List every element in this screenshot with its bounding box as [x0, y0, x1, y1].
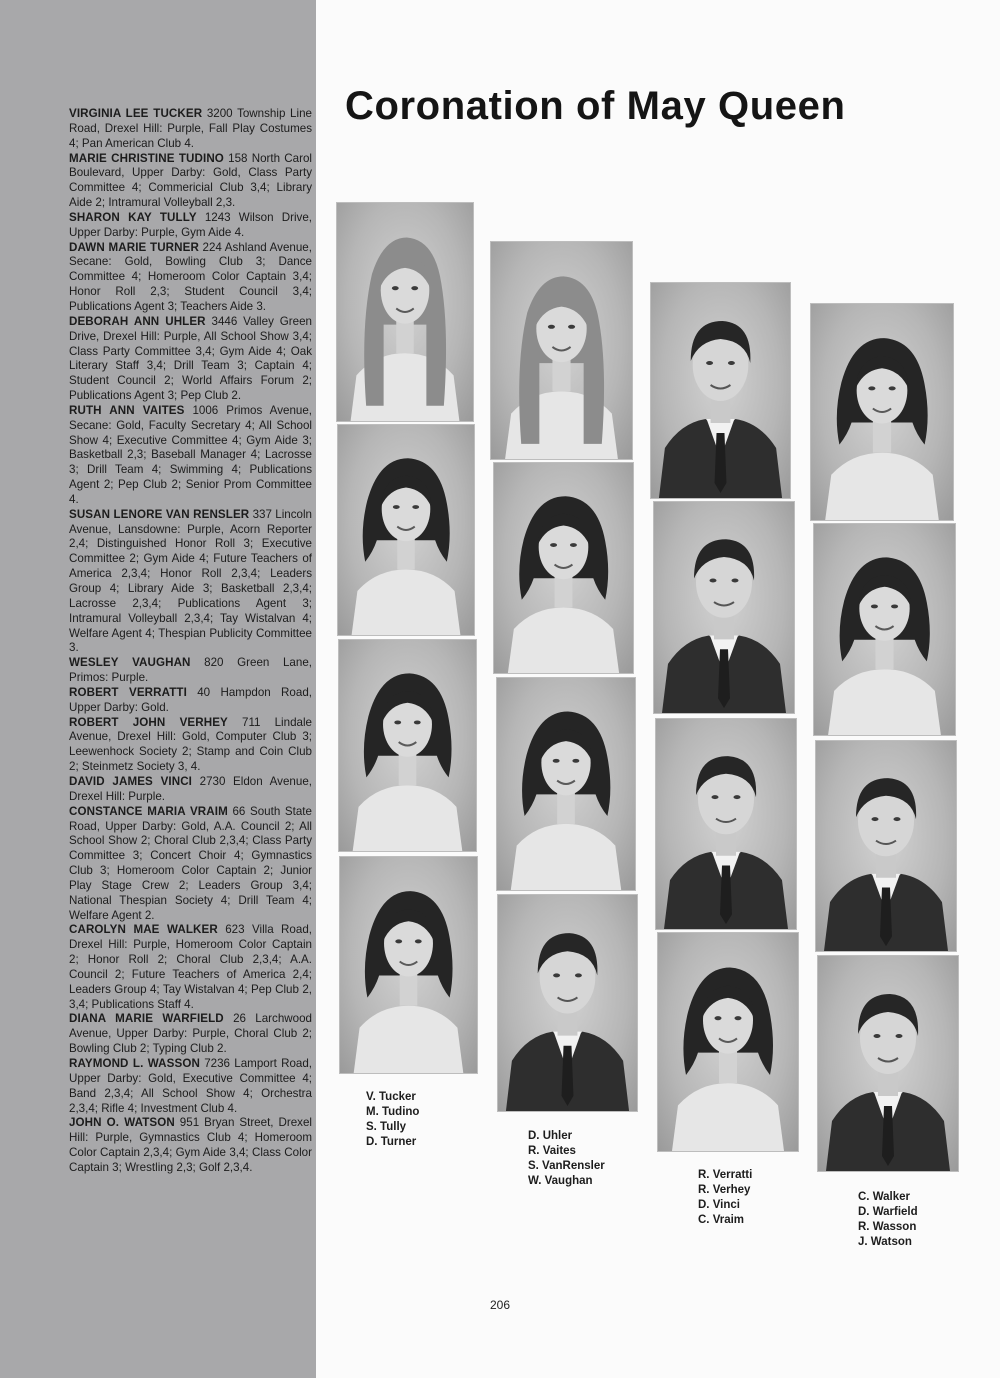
bio-name: CAROLYN MAE WALKER — [69, 923, 218, 937]
bio-text: 26 Larchwood Avenue, Upper Darby: Purple, Choral Club 2; Bowling Club 2; Typing Club 2. — [69, 1012, 312, 1056]
bio-name: SUSAN LENORE VAN RENSLER — [69, 507, 250, 521]
portrait-silhouette — [651, 283, 790, 498]
caption-name: R. Wasson — [858, 1221, 917, 1233]
portrait-silhouette — [654, 502, 794, 713]
portrait-photo — [815, 740, 957, 952]
bio-entry — [69, 241, 312, 315]
page-title: Coronation of May Queen — [345, 84, 846, 128]
caption-name: W. Vaughan — [528, 1175, 593, 1187]
bio-name: WESLEY VAUGHAN — [69, 656, 191, 670]
photo-caption-group — [858, 1190, 918, 1250]
portrait-photo — [496, 677, 636, 891]
portrait-silhouette — [337, 203, 473, 421]
bio-name: SHARON KAY TULLY — [69, 210, 197, 224]
caption-name: D. Warfield — [858, 1206, 918, 1218]
bio-entry — [69, 315, 312, 404]
bio-entry — [69, 107, 312, 152]
caption-name: D. Vinci — [698, 1199, 740, 1211]
bio-text: 3446 Valley Green Drive, Drexel Hill: Purple, All School Show 3,4; Class Party Committee 3,4; Gym Aide 4; Oak Literary Staff 3,4; Drill Team 3; Captain 4; Student Council 2; World Affairs Forum 2; Publications Agent 3; Pep Club 2. — [69, 314, 312, 403]
bio-name: JOHN O. WATSON — [69, 1116, 175, 1130]
caption-name: S. VanRensler — [528, 1160, 605, 1172]
bio-name: VIRGINIA LEE TUCKER — [69, 107, 203, 120]
portrait-silhouette — [656, 719, 796, 929]
portrait-photo — [497, 894, 638, 1112]
bio-text: 40 Hampdon Road, Upper Darby: Gold. — [69, 685, 312, 714]
portrait-photo — [657, 932, 799, 1152]
bio-text: 711 Lindale Avenue, Drexel Hill: Gold, Computer Club 3; Leewenhock Society 2; Stamp and Coin Club 2; Steinmetz Society 3, 4. — [69, 715, 312, 774]
portrait-silhouette — [816, 741, 956, 951]
portrait-photo — [653, 501, 795, 714]
portrait-silhouette — [818, 956, 958, 1171]
caption-name: D. Turner — [366, 1136, 417, 1148]
portrait-photo — [655, 718, 797, 930]
caption-name: S. Tully — [366, 1121, 407, 1133]
caption-name: R. Verhey — [698, 1184, 751, 1196]
portrait-photo — [336, 202, 474, 422]
bio-entry — [69, 923, 312, 1012]
bio-name: ROBERT JOHN VERHEY — [69, 715, 228, 729]
bio-name: DAWN MARIE TURNER — [69, 240, 199, 254]
biography-list — [69, 107, 312, 1176]
portrait-silhouette — [497, 678, 635, 890]
caption-name: D. Uhler — [528, 1130, 573, 1142]
bio-entry — [69, 656, 312, 686]
portrait-silhouette — [339, 640, 476, 851]
bio-text: 3200 Township Line Road, Drexel Hill: Purple, Fall Play Costumes 4; Pan American Club 4. — [69, 107, 312, 150]
portrait-photo — [338, 639, 477, 852]
portrait-silhouette — [814, 524, 955, 735]
bio-entry — [69, 404, 312, 508]
bio-text: 623 Villa Road, Drexel Hill: Purple, Homeroom Color Captain 2; Honor Roll 2; Choral Club 2,3,4; A.A. Council 2; Future Teachers of America 2,4; Leaders Group 4; Tay Wistalvan 4; Pep Club 2, 3,4; Publications Staff 4. — [69, 923, 312, 1011]
bio-name: RUTH ANN VAITES — [69, 403, 185, 417]
caption-name: C. Vraim — [698, 1214, 745, 1226]
portrait-photo — [817, 955, 959, 1172]
bio-entry — [69, 508, 312, 656]
caption-name: M. Tudino — [366, 1106, 420, 1118]
bio-entry — [69, 686, 312, 716]
bio-name: DAVID JAMES VINCI — [69, 774, 192, 788]
bio-entry — [69, 1012, 312, 1057]
bio-text: 1006 Primos Avenue, Secane: Gold, Faculty Secretary 4; All School Show 4; Executive Committee 4; Gym Aide 3; Basketball 2,3; Baseball Manager 4; Lacrosse 3; Drill Team 4; Swimming 4; Publications Agent 2; Pep Club 2; Senior Prom Committee 4. — [69, 403, 313, 506]
bio-name: MARIE CHRISTINE TUDINO — [69, 151, 224, 165]
bio-text: 224 Ashland Avenue, Secane: Gold, Bowling Club 3; Dance Committee 4; Homeroom Color Captain 3,4; Honor Roll 2,3; Student Council 3,4; Publications Agent 3; Teachers Aide 3. — [69, 240, 312, 313]
photo-caption-group — [366, 1090, 419, 1150]
portrait-silhouette — [338, 425, 474, 635]
bio-text: 820 Green Lane, Primos: Purple. — [69, 656, 312, 685]
bio-text: 158 North Carol Boulevard, Upper Darby: Gold, Class Party Committee 4; Commericial Club 3,4; Library Aide 2; Intramural Volleyball 2,3. — [69, 151, 312, 210]
photo-caption-group — [698, 1168, 752, 1228]
portrait-photo — [493, 462, 634, 674]
bio-entry — [69, 1057, 312, 1116]
caption-name: R. Vaites — [528, 1145, 576, 1157]
bio-text: 7236 Lamport Road, Upper Darby: Gold, Executive Committee 4; Band 2,3,4; All School Show 4; Orchestra 2,3,4; Rifle 4; Investment Club 4. — [69, 1057, 313, 1115]
portrait-photo — [490, 241, 633, 460]
bio-entry — [69, 716, 312, 775]
portrait-silhouette — [498, 895, 637, 1111]
bio-text: 2730 Eldon Avenue, Drexel Hill: Purple. — [69, 774, 312, 803]
bio-entry — [69, 211, 312, 241]
bio-entry — [69, 775, 312, 805]
bio-name: ROBERT VERRATTI — [69, 685, 187, 699]
portrait-silhouette — [491, 242, 632, 459]
caption-name: J. Watson — [858, 1236, 912, 1248]
portrait-silhouette — [340, 857, 477, 1073]
page-number: 206 — [490, 1298, 511, 1312]
bio-name: DIANA MARIE WARFIELD — [69, 1012, 224, 1026]
portrait-photo — [813, 523, 956, 736]
portrait-silhouette — [494, 463, 633, 673]
caption-name: R. Verratti — [698, 1169, 753, 1181]
portrait-silhouette — [811, 304, 953, 520]
bio-text: 1243 Wilson Drive, Upper Darby: Purple, Gym Aide 4. — [69, 210, 312, 239]
portrait-photo — [339, 856, 478, 1074]
bio-text: 337 Lincoln Avenue, Lansdowne: Purple, Acorn Reporter 2,4; Distinguished Honor Roll 3; Executive Committee 2; Gym Aide 4; Future Teachers of America 2,3,4; Honor Roll 2,3,4; Leaders Group 4; Library Aide 3; Basketball 2,3,4; Lacrosse 2,3,4; Publications Agent 3; Intramural Volleyball 2,3,4; Tay Wistalvan 4; Welfare Agent 4; Thespian Publicity Committee 3. — [69, 507, 312, 655]
bio-entry — [69, 1116, 312, 1175]
bio-name: DEBORAH ANN UHLER — [69, 314, 206, 328]
portrait-silhouette — [658, 933, 798, 1151]
bio-entry — [69, 152, 312, 211]
portrait-photo — [337, 424, 475, 636]
bio-text: 66 South State Road, Upper Darby: Gold, A.A. Council 2; All School Show 2; Choral Club 2,3,4; Class Party Committee 3; Concert Choir 4; Gymnastics Club 3; Homeroom Color Captain 2; Junior Play Stage Crew 2; Leaders Group 3,4; National Thespian Society 4; Drill Team 4; Welfare Agent 2. — [69, 804, 312, 922]
caption-name: C. Walker — [858, 1191, 910, 1203]
bio-name: CONSTANCE MARIA VRAIM — [69, 804, 228, 818]
bio-name: RAYMOND L. WASSON — [69, 1057, 200, 1070]
portrait-photo — [810, 303, 954, 521]
photo-caption-group — [528, 1129, 605, 1189]
bio-text: 951 Bryan Street, Drexel Hill: Purple, Gymnastics Club 4; Homeroom Color Captain 2,3,4; Gym Aide 3,4; Class Color Captain 3; Wrestling 2,3; Golf 2,3,4. — [69, 1116, 312, 1174]
bio-entry — [69, 805, 312, 924]
caption-name: V. Tucker — [366, 1091, 416, 1103]
portrait-photo — [650, 282, 791, 499]
